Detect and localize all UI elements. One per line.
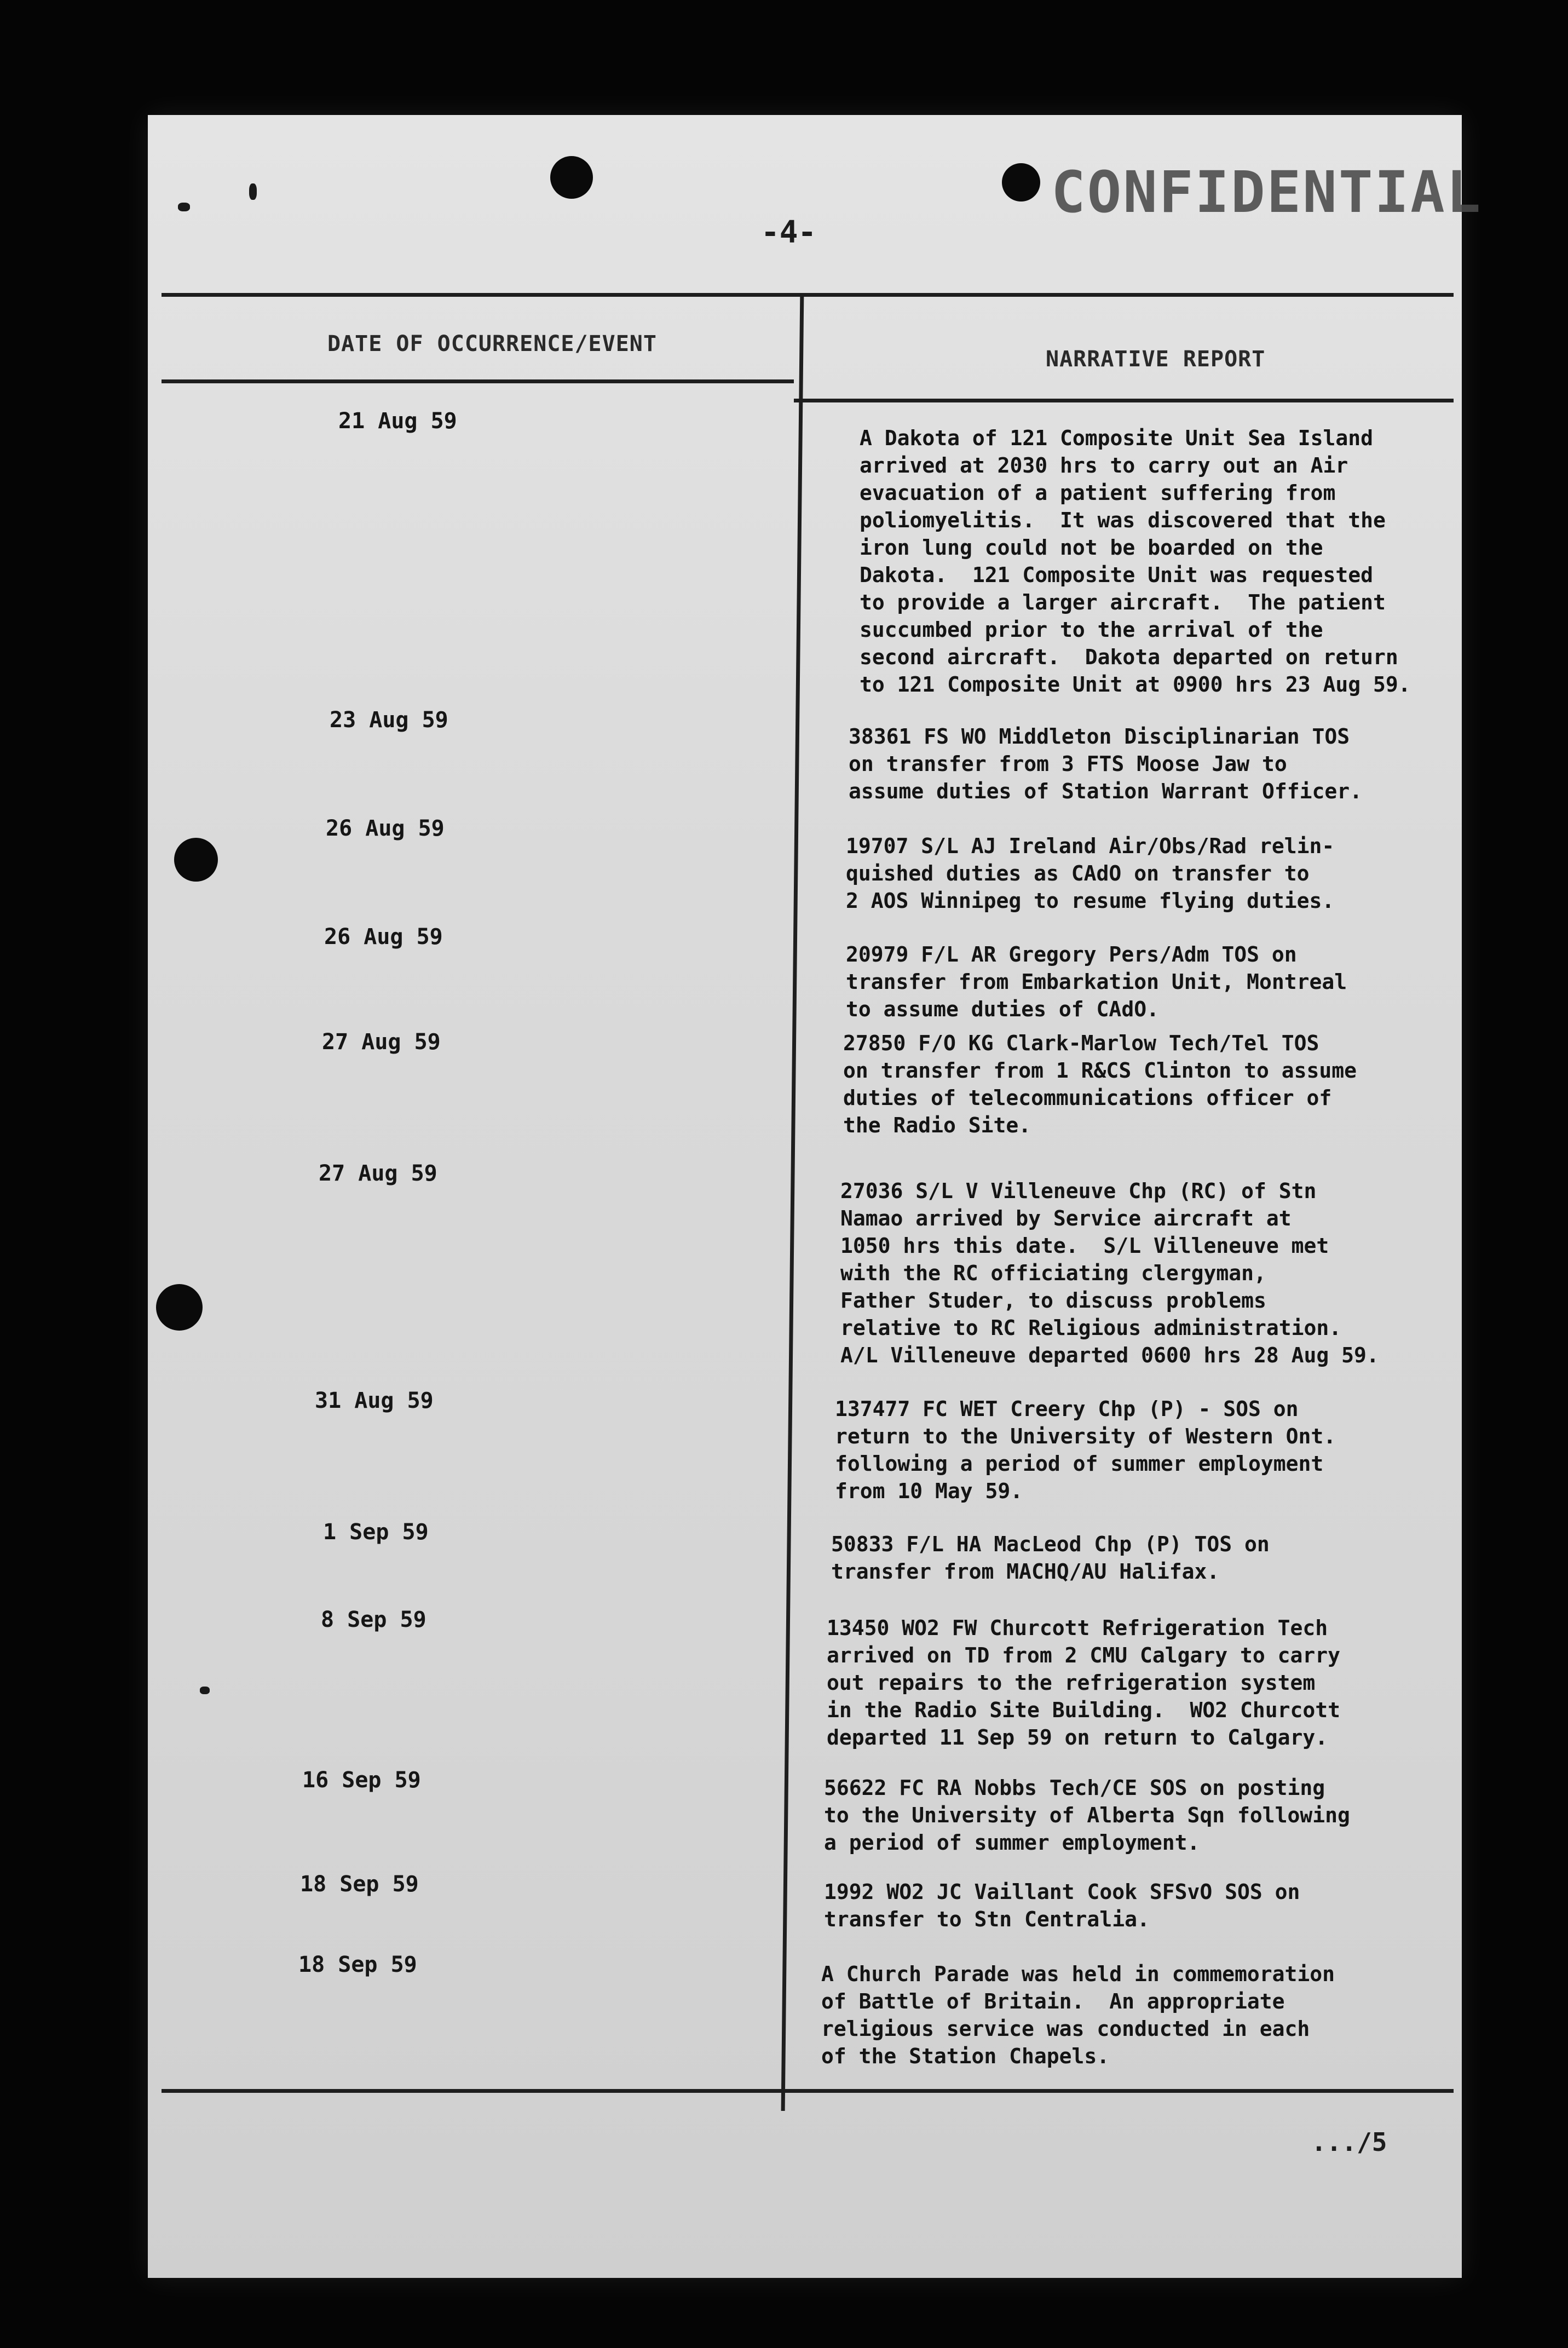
date-column-header: DATE OF OCCURRENCE/EVENT <box>327 331 657 356</box>
entry-narrative: 56622 FC RA Nobbs Tech/CE SOS on posting to the University of Alberta Sqn following a period of summer employment. <box>824 1776 1350 1855</box>
entry-date: 26 Aug 59 <box>326 816 445 841</box>
confidential-stamp: CONFIDENTIAL <box>1051 159 1483 226</box>
date-header-rule <box>162 379 794 383</box>
narrative-header-rule <box>794 399 1454 402</box>
entry-date: 16 Sep 59 <box>302 1768 421 1793</box>
entry-narrative: 20979 F/L AR Gregory Pers/Adm TOS on transfer from Embarkation Unit, Montreal to assume duties of CAdO. <box>846 942 1347 1021</box>
entry-date: 18 Sep 59 <box>298 1952 417 1977</box>
entry-narrative: 27850 F/O KG Clark-Marlow Tech/Tel TOS on transfer from 1 R&CS Clinton to assume duties of telecommunications officer of the Radio Site. <box>843 1031 1357 1137</box>
entry-narrative: 27036 S/L V Villeneuve Chp (RC) of Stn Namao arrived by Service aircraft at 1050 hrs this date. S/L Villeneuve met with the RC officiating clergyman, Father Studer, to discuss problems relative to RC Religious administration. A/L Villeneuve departed 0600 hrs 28 Aug 59. <box>840 1179 1379 1367</box>
entry-narrative: 19707 S/L AJ Ireland Air/Obs/Rad relin- quished duties as CAdO on transfer to 2 AOS Winnipeg to resume flying duties. <box>846 834 1335 913</box>
entry-narrative: 50833 F/L HA MacLeod Chp (P) TOS on transfer from MACHQ/AU Halifax. <box>831 1532 1270 1584</box>
ink-speck <box>178 203 190 211</box>
entry-narrative: A Church Parade was held in commemoration of Battle of Britain. An appropriate religious service was conducted in each of the Station Chapels. <box>821 1962 1335 2068</box>
entry-date: 27 Aug 59 <box>322 1029 441 1055</box>
punch-hole-left-upper <box>174 838 218 882</box>
entry-date: 27 Aug 59 <box>319 1161 437 1186</box>
punch-hole-stamp <box>1002 163 1040 202</box>
entry-narrative: 13450 WO2 FW Churcott Refrigeration Tech arrived on TD from 2 CMU Calgary to carry out repairs to the refrigeration system in the Radio Site Building. WO2 Churcott departed 11 Sep 59 on return to Calgary. <box>827 1616 1340 1750</box>
page-number: -4- <box>761 215 817 250</box>
entry-date: 31 Aug 59 <box>315 1388 434 1413</box>
entry-date: 8 Sep 59 <box>321 1607 426 1632</box>
entry-narrative: A Dakota of 121 Composite Unit Sea Island arrived at 2030 hrs to carry out an Air evacuation of a patient suffering from poliomyelitis. It was discovered that the iron lung could not be boarded on the Dakota. 121 Composite Unit was requested to provide a larger aircraft. The patient succumbed prior to the arrival of the second aircraft. Dakota departed on return to 121 Composite Unit at 0900 hrs 23 Aug 59. <box>860 426 1411 697</box>
continuation-marker: .../5 <box>1311 2127 1387 2157</box>
entry-date: 21 Aug 59 <box>338 408 457 434</box>
entry-date: 18 Sep 59 <box>300 1872 419 1897</box>
entry-narrative: 1992 WO2 JC Vaillant Cook SFSvO SOS on transfer to Stn Centralia. <box>824 1880 1300 1931</box>
entry-narrative: 137477 FC WET Creery Chp (P) - SOS on return to the University of Western Ont. following a period of summer employment from 10 May 59. <box>835 1397 1336 1503</box>
entry-date: 23 Aug 59 <box>330 707 448 733</box>
entry-date: 1 Sep 59 <box>323 1520 429 1545</box>
entry-narrative: 38361 FS WO Middleton Disciplinarian TOS on transfer from 3 FTS Moose Jaw to assume duties of Station Warrant Officer. <box>849 724 1362 803</box>
narrative-column-header: NARRATIVE REPORT <box>1046 347 1266 372</box>
ink-speck <box>200 1687 210 1694</box>
punch-hole-left-lower <box>156 1284 203 1331</box>
table-top-rule <box>162 293 1454 297</box>
table-bottom-rule <box>162 2089 1454 2093</box>
punch-hole-top <box>550 156 593 199</box>
entry-date: 26 Aug 59 <box>324 924 443 949</box>
ink-speck <box>249 183 257 200</box>
